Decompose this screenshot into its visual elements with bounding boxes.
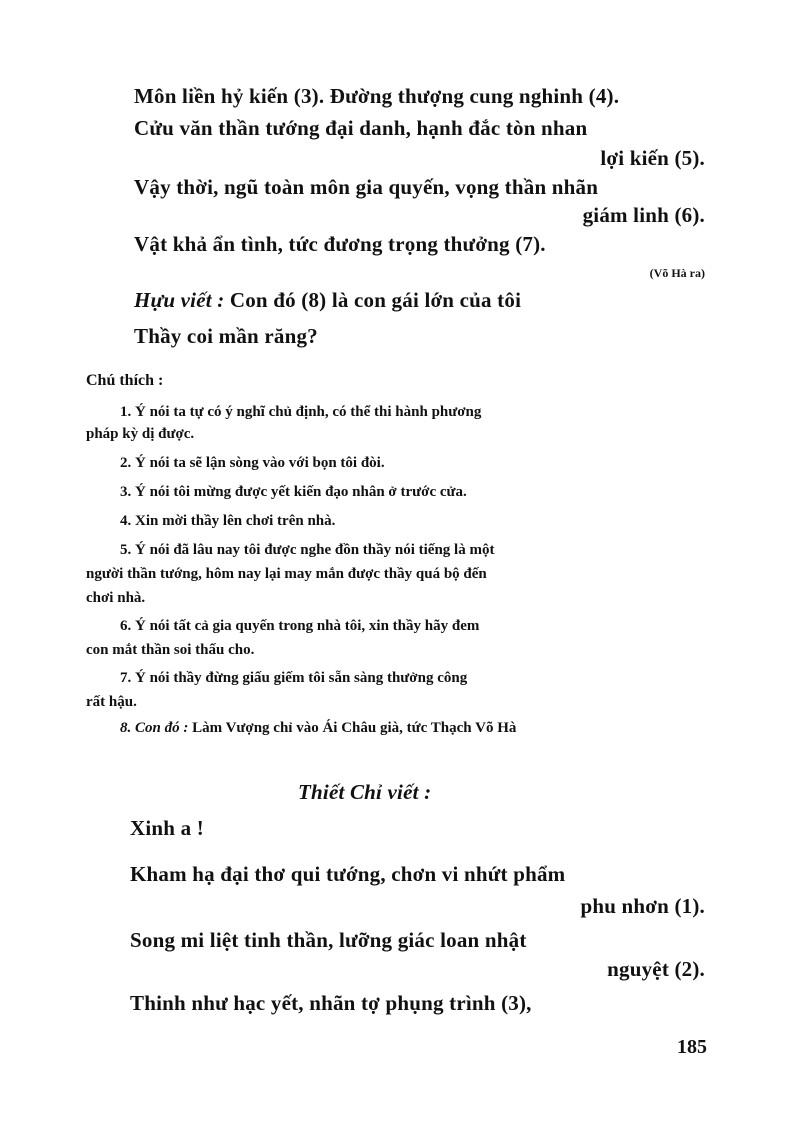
section2-greeting: Xinh a ! [130,816,204,840]
poem-line-2: Cửu văn thần tướng đại danh, hạnh đắc tòn nhan [134,116,588,140]
notes-heading: Chú thích : [86,372,164,389]
poem-line-1: Môn liền hỷ kiến (3). Đường thượng cung nghinh (4). [134,84,620,108]
note-7: 7. Ý nói thầy đừng giấu giếm tôi sẵn sàng thưởng công [120,670,468,686]
note-8-label: 8. Con đó : [120,720,189,736]
section2-line-2-cont: nguyệt (2). [607,957,705,981]
poem-line-2-cont: lợi kiến (5). [600,146,705,170]
poem-line-4: Vật khả ẩn tình, tức đương trọng thưởng (7). [134,232,546,256]
note-1: 1. Ý nói ta tự có ý nghĩ chủ định, có thể thi hành phương [120,404,482,420]
poem-line-3: Vậy thời, ngũ toàn môn gia quyến, vọng thần nhãn [134,175,599,199]
section2-line-1-cont: phu nhơn (1). [580,894,705,918]
note-5-cont2: chơi nhà. [86,590,146,606]
reply-label: Hựu viết : [134,288,225,312]
reply-line-2: Thầy coi mần răng? [134,324,318,348]
note-1-cont: pháp kỳ dị được. [86,426,195,442]
poem-attribution: (Võ Hà ra) [649,266,705,280]
section2-line-1: Kham hạ đại thơ qui tướng, chơn vi nhứt phẩm [130,862,566,886]
note-2: 2. Ý nói ta sẽ lận sòng vào với bọn tôi đòi. [120,455,385,471]
page-number: 185 [677,1036,707,1058]
note-5: 5. Ý nói đã lâu nay tôi được nghe đồn thầy nói tiếng là một [120,542,495,558]
reply-line-1 [134,288,521,313]
section2-line-2: Song mi liệt tinh thần, lưỡng giác loan nhật [130,928,527,952]
note-8 [120,720,516,737]
note-5-cont: người thần tướng, hôm nay lại may mắn được thầy quá bộ đến [86,566,487,582]
note-7-cont: rất hậu. [86,694,137,710]
note-3: 3. Ý nói tôi mừng được yết kiến đạo nhân ở trước cửa. [120,484,467,500]
note-4: 4. Xin mời thầy lên chơi trên nhà. [120,513,336,529]
reply-text: Con đó (8) là con gái lớn của tôi [229,288,522,312]
note-8-text: Làm Vượng chỉ vào Ái Châu già, tức Thạch Võ Hà [192,720,517,736]
section2-line-3: Thinh như hạc yết, nhãn tợ phụng trình (3), [130,991,532,1015]
section2-title: Thiết Chỉ viết : [298,780,432,804]
note-6-cont: con mắt thần soi thấu cho. [86,642,255,658]
note-6: 6. Ý nói tất cả gia quyến trong nhà tôi, xin thầy hãy đem [120,618,480,634]
poem-line-3-cont: giám linh (6). [582,203,705,227]
